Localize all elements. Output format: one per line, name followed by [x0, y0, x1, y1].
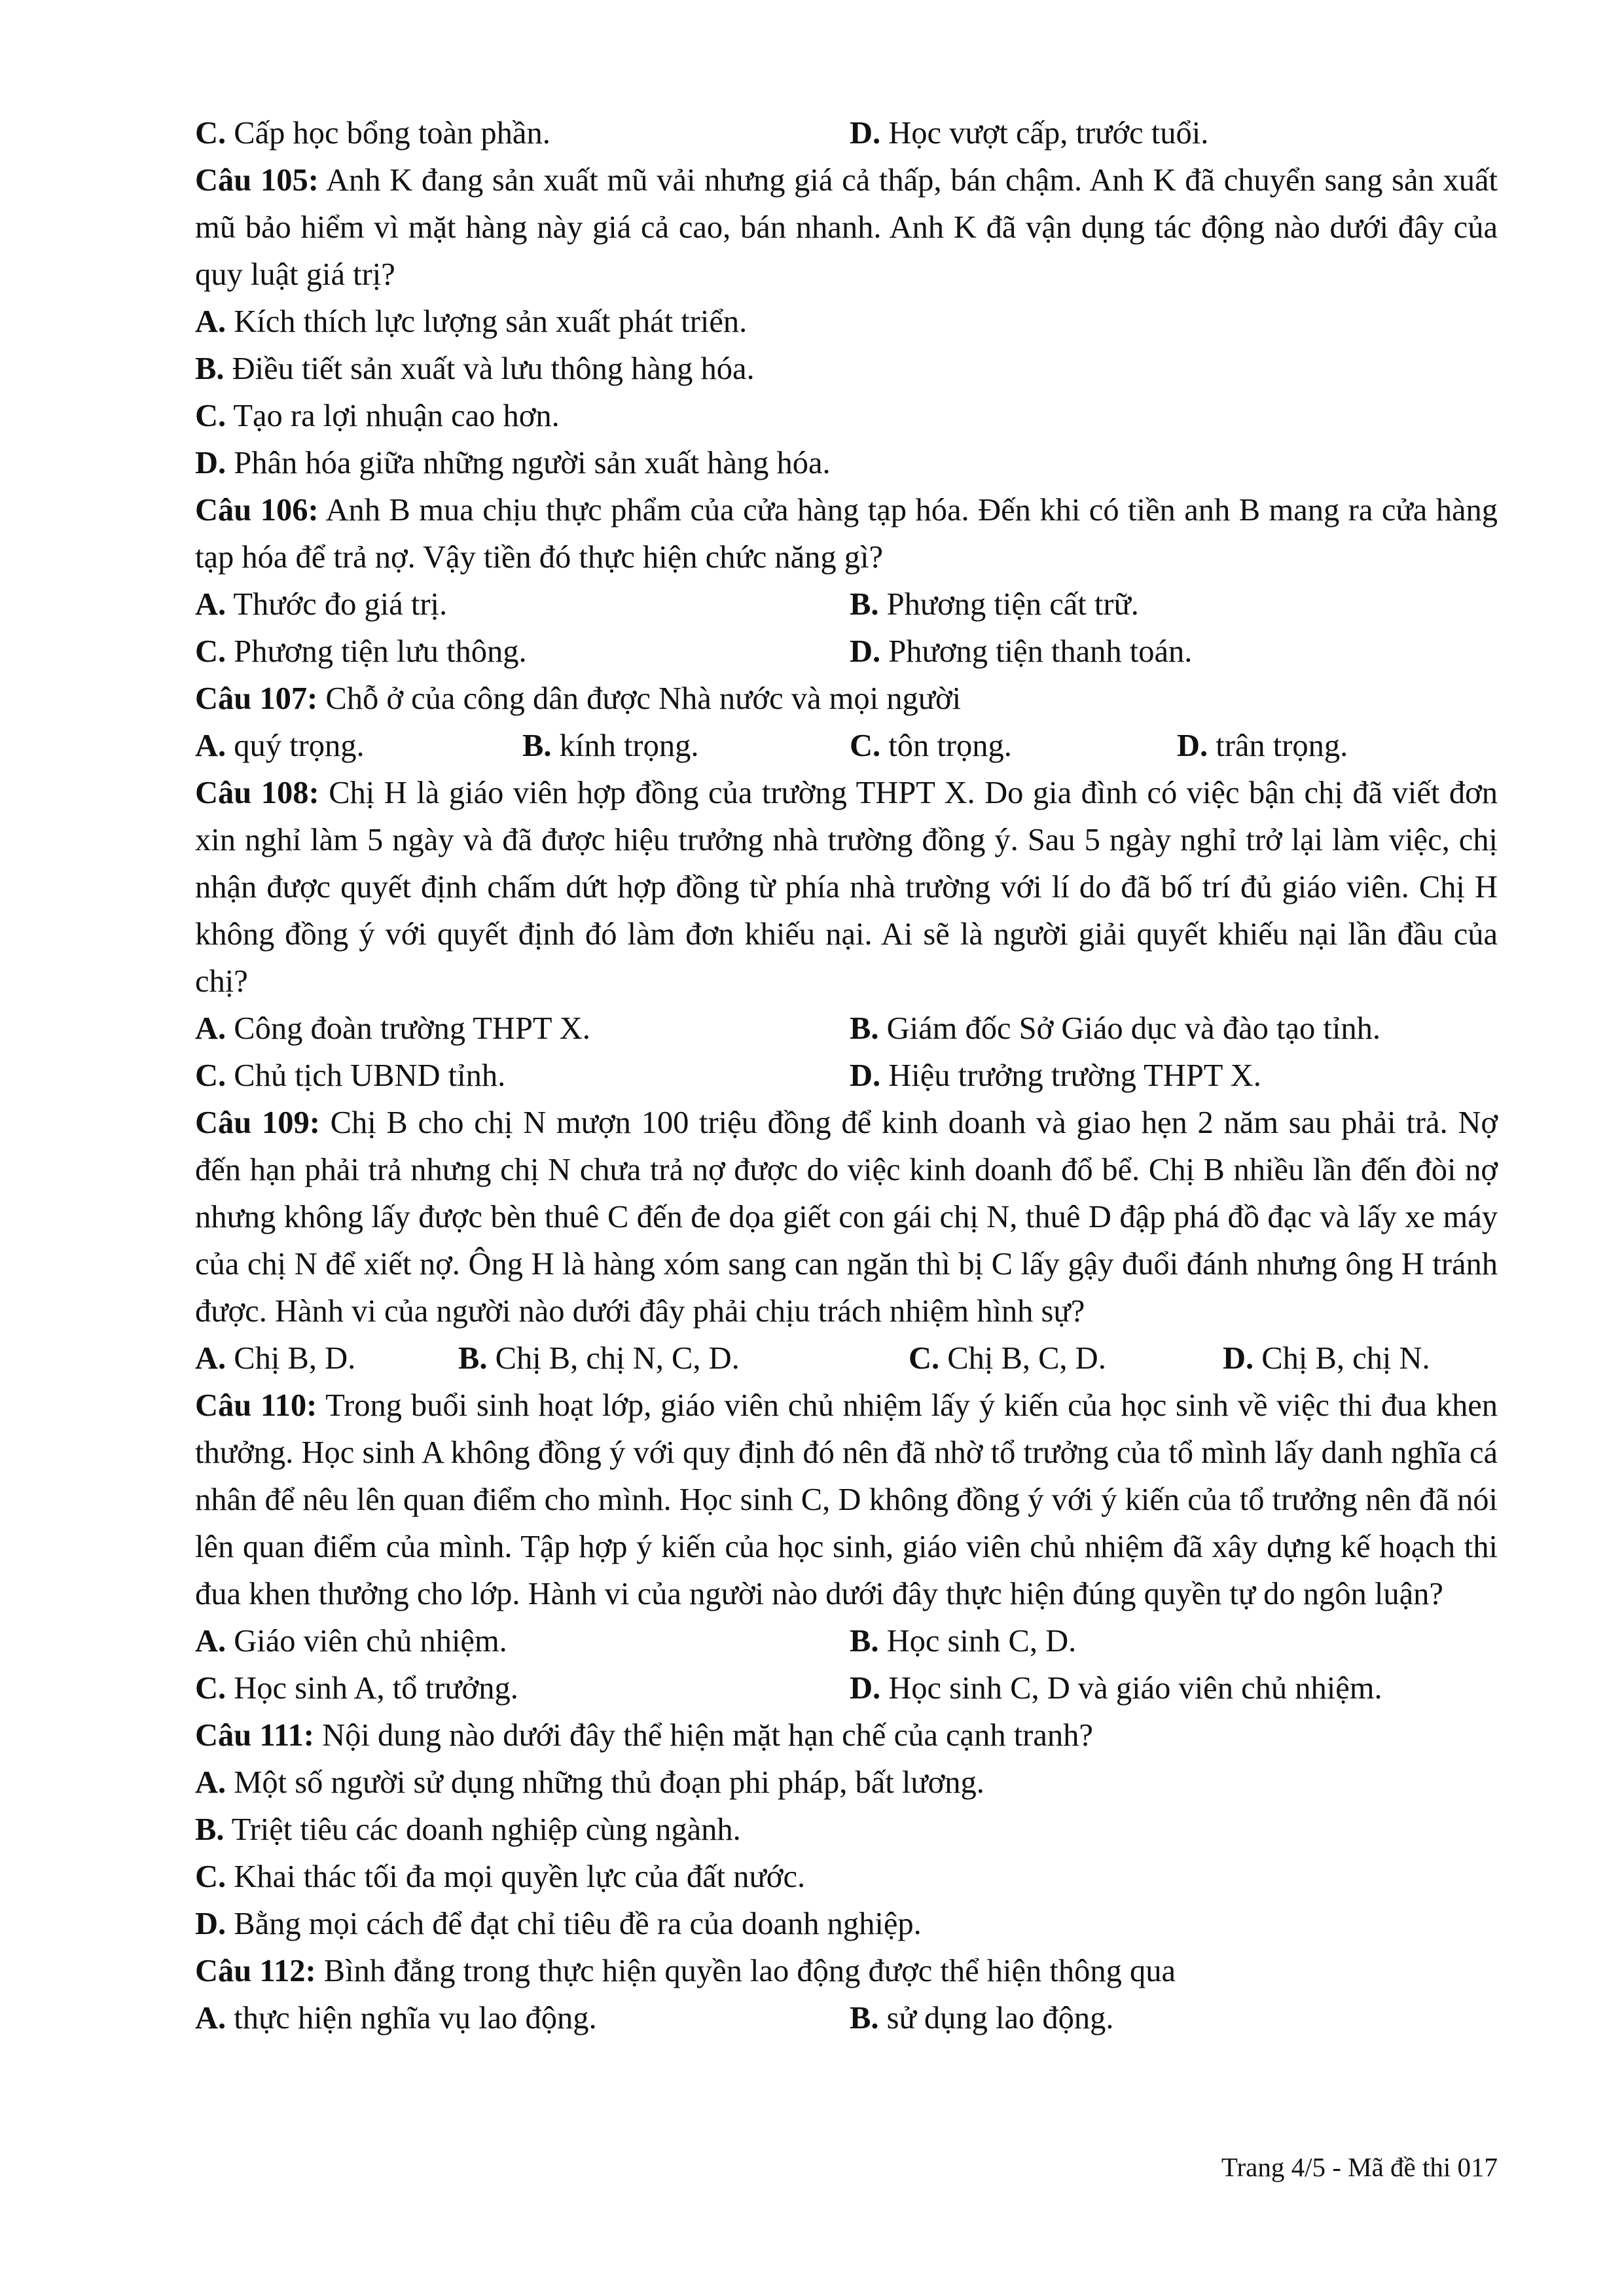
question-stem: Câu 107: Chỗ ở của công dân được Nhà nước và mọi người — [195, 681, 962, 716]
question-label: Câu 105: — [195, 163, 319, 198]
question-112 — [195, 1948, 1498, 2042]
option-b: B. Phương tiện cất trữ. — [850, 587, 1139, 622]
option-a: A. Công đoàn trường THPT X. — [195, 1011, 590, 1046]
options-list — [195, 1995, 1498, 2042]
option-d: D. Hiệu trưởng trường THPT X. — [850, 1058, 1261, 1093]
page-footer: Trang 4/5 - Mã đề thi 017 — [1221, 2152, 1498, 2182]
options-list — [195, 1005, 1498, 1100]
question-stem: Câu 105: Anh K đang sản xuất mũ vải nhưng giá cả thấp, bán chậm. Anh K đã chuyển sang sản xuất mũ bảo hiểm vì mặt hàng này giá cả cao, bán nhanh. Anh K đã vận dụng tác động nào dưới đây của quy luật giá trị? — [195, 163, 1498, 292]
question-label: Câu 111: — [195, 1718, 314, 1753]
option-d: D. Bằng mọi cách để đạt chỉ tiêu đề ra của doanh nghiệp. — [195, 1907, 922, 1941]
options-list — [195, 1335, 1498, 1382]
question-109 — [195, 1100, 1498, 1382]
option-b: B. kính trọng. — [522, 728, 699, 763]
question-label: Câu 106: — [195, 493, 319, 528]
option-b: B. Điều tiết sản xuất và lưu thông hàng hóa. — [195, 351, 755, 386]
options-list — [195, 581, 1498, 675]
option-b: B. Chị B, chị N, C, D. — [458, 1341, 740, 1376]
question-label: Câu 110: — [195, 1388, 317, 1423]
question-stem: Câu 106: Anh B mua chịu thực phẩm của cửa hàng tạp hóa. Đến khi có tiền anh B mang ra cửa hàng tạp hóa để trả nợ. Vậy tiền đó thực hiện chức năng gì? — [195, 493, 1498, 575]
option-a: A. Thước đo giá trị. — [195, 587, 448, 622]
question-stem: Câu 109: Chị B cho chị N mượn 100 triệu đồng để kinh doanh và giao hẹn 2 năm sau phải trả. Nợ đến hạn phải trả nhưng chị N chưa trả nợ được do việc kinh doanh đổ bể. Chị B nhiều lần đến đòi nợ nhưng không lấy được bèn thuê C đến đe dọa giết con gái chị N, thuê D đập phá đồ đạc và lấy xe máy của chị N để xiết nợ. Ông H là hàng xóm sang can ngăn thì bị C lấy gậy đuổi đánh nhưng ông H tránh được. Hành vi của người nào dưới đây phải chịu trách nhiệm hình sự? — [195, 1105, 1498, 1329]
question-stem: Câu 112: Bình đẳng trong thực hiện quyền lao động được thể hiện thông qua — [195, 1954, 1176, 1988]
carry-over-options — [195, 110, 1498, 157]
option-row — [195, 110, 1498, 157]
option-a: A. Một số người sử dụng những thủ đoạn phi pháp, bất lương. — [195, 1765, 984, 1800]
question-106 — [195, 487, 1498, 675]
option-d: D. Phân hóa giữa những người sản xuất hàng hóa. — [195, 446, 831, 480]
options-list — [195, 1618, 1498, 1712]
question-label: Câu 107: — [195, 681, 318, 716]
option-a: A. Chị B, D. — [195, 1341, 356, 1376]
option-c: C. Cấp học bổng toàn phần. — [195, 116, 550, 151]
options-list — [195, 298, 1498, 487]
question-105 — [195, 157, 1498, 487]
option-d: D. Chị B, chị N. — [1223, 1341, 1430, 1376]
question-stem: Câu 110: Trong buổi sinh hoạt lớp, giáo viên chủ nhiệm lấy ý kiến của học sinh về việc thi đua khen thưởng. Học sinh A không đồng ý với quy định đó nên đã nhờ tổ trưởng của tổ mình lấy danh nghĩa cá nhân để nêu lên quan điểm cho mình. Học sinh C, D không đồng ý với ý kiến của tổ trưởng nên đã nói lên quan điểm của mình. Tập hợp ý kiến của học sinh, giáo viên chủ nhiệm đã xây dựng kế hoạch thi đua khen thưởng cho lớp. Hành vi của người nào dưới đây thực hiện đúng quyền tự do ngôn luận? — [195, 1388, 1498, 1611]
option-b: B. Giám đốc Sở Giáo dục và đào tạo tỉnh. — [850, 1011, 1380, 1046]
question-stem: Câu 108: Chị H là giáo viên hợp đồng của trường THPT X. Do gia đình có việc bận chị đã viết đơn xin nghỉ làm 5 ngày và đã được hiệu trưởng nhà trường đồng ý. Sau 5 ngày nghỉ trở lại làm việc, chị nhận được quyết định chấm dứt hợp đồng từ phía nhà trường với lí do đã bố trí đủ giáo viên. Chị H không đồng ý với quyết định đó làm đơn khiếu nại. Ai sẽ là người giải quyết khiếu nại lần đầu của chị? — [195, 776, 1498, 999]
options-list — [195, 723, 1498, 770]
option-d: D. Phương tiện thanh toán. — [850, 634, 1193, 669]
option-c: C. tôn trọng. — [850, 728, 1012, 763]
question-107 — [195, 675, 1498, 770]
question-label: Câu 109: — [195, 1105, 320, 1140]
option-c: C. Chị B, C, D. — [909, 1341, 1106, 1376]
options-list — [195, 1759, 1498, 1948]
option-a: A. quý trọng. — [195, 728, 365, 763]
question-110 — [195, 1382, 1498, 1712]
option-b: B. Triệt tiêu các doanh nghiệp cùng ngành. — [195, 1812, 741, 1847]
question-label: Câu 108: — [195, 776, 319, 810]
exam-page — [195, 110, 1498, 2042]
option-c: C. Tạo ra lợi nhuận cao hơn. — [195, 399, 560, 433]
option-d: D. Học sinh C, D và giáo viên chủ nhiệm. — [850, 1671, 1382, 1706]
question-108 — [195, 770, 1498, 1100]
option-d: D. Học vượt cấp, trước tuổi. — [850, 116, 1209, 151]
question-label: Câu 112: — [195, 1954, 316, 1988]
question-111 — [195, 1712, 1498, 1948]
option-c: C. Phương tiện lưu thông. — [195, 634, 527, 669]
option-a: A. Kích thích lực lượng sản xuất phát triển. — [195, 304, 748, 339]
option-c: C. Khai thác tối đa mọi quyền lực của đất nước. — [195, 1859, 806, 1894]
option-a: A. thực hiện nghĩa vụ lao động. — [195, 2001, 597, 2036]
option-a: A. Giáo viên chủ nhiệm. — [195, 1624, 507, 1659]
option-c: C. Chủ tịch UBND tỉnh. — [195, 1058, 506, 1093]
option-b: B. sử dụng lao động. — [850, 2001, 1114, 2036]
question-stem: Câu 111: Nội dung nào dưới đây thể hiện mặt hạn chế của cạnh tranh? — [195, 1718, 1093, 1753]
option-b: B. Học sinh C, D. — [850, 1624, 1077, 1659]
option-c: C. Học sinh A, tổ trưởng. — [195, 1671, 518, 1706]
option-d: D. trân trọng. — [1177, 728, 1348, 763]
